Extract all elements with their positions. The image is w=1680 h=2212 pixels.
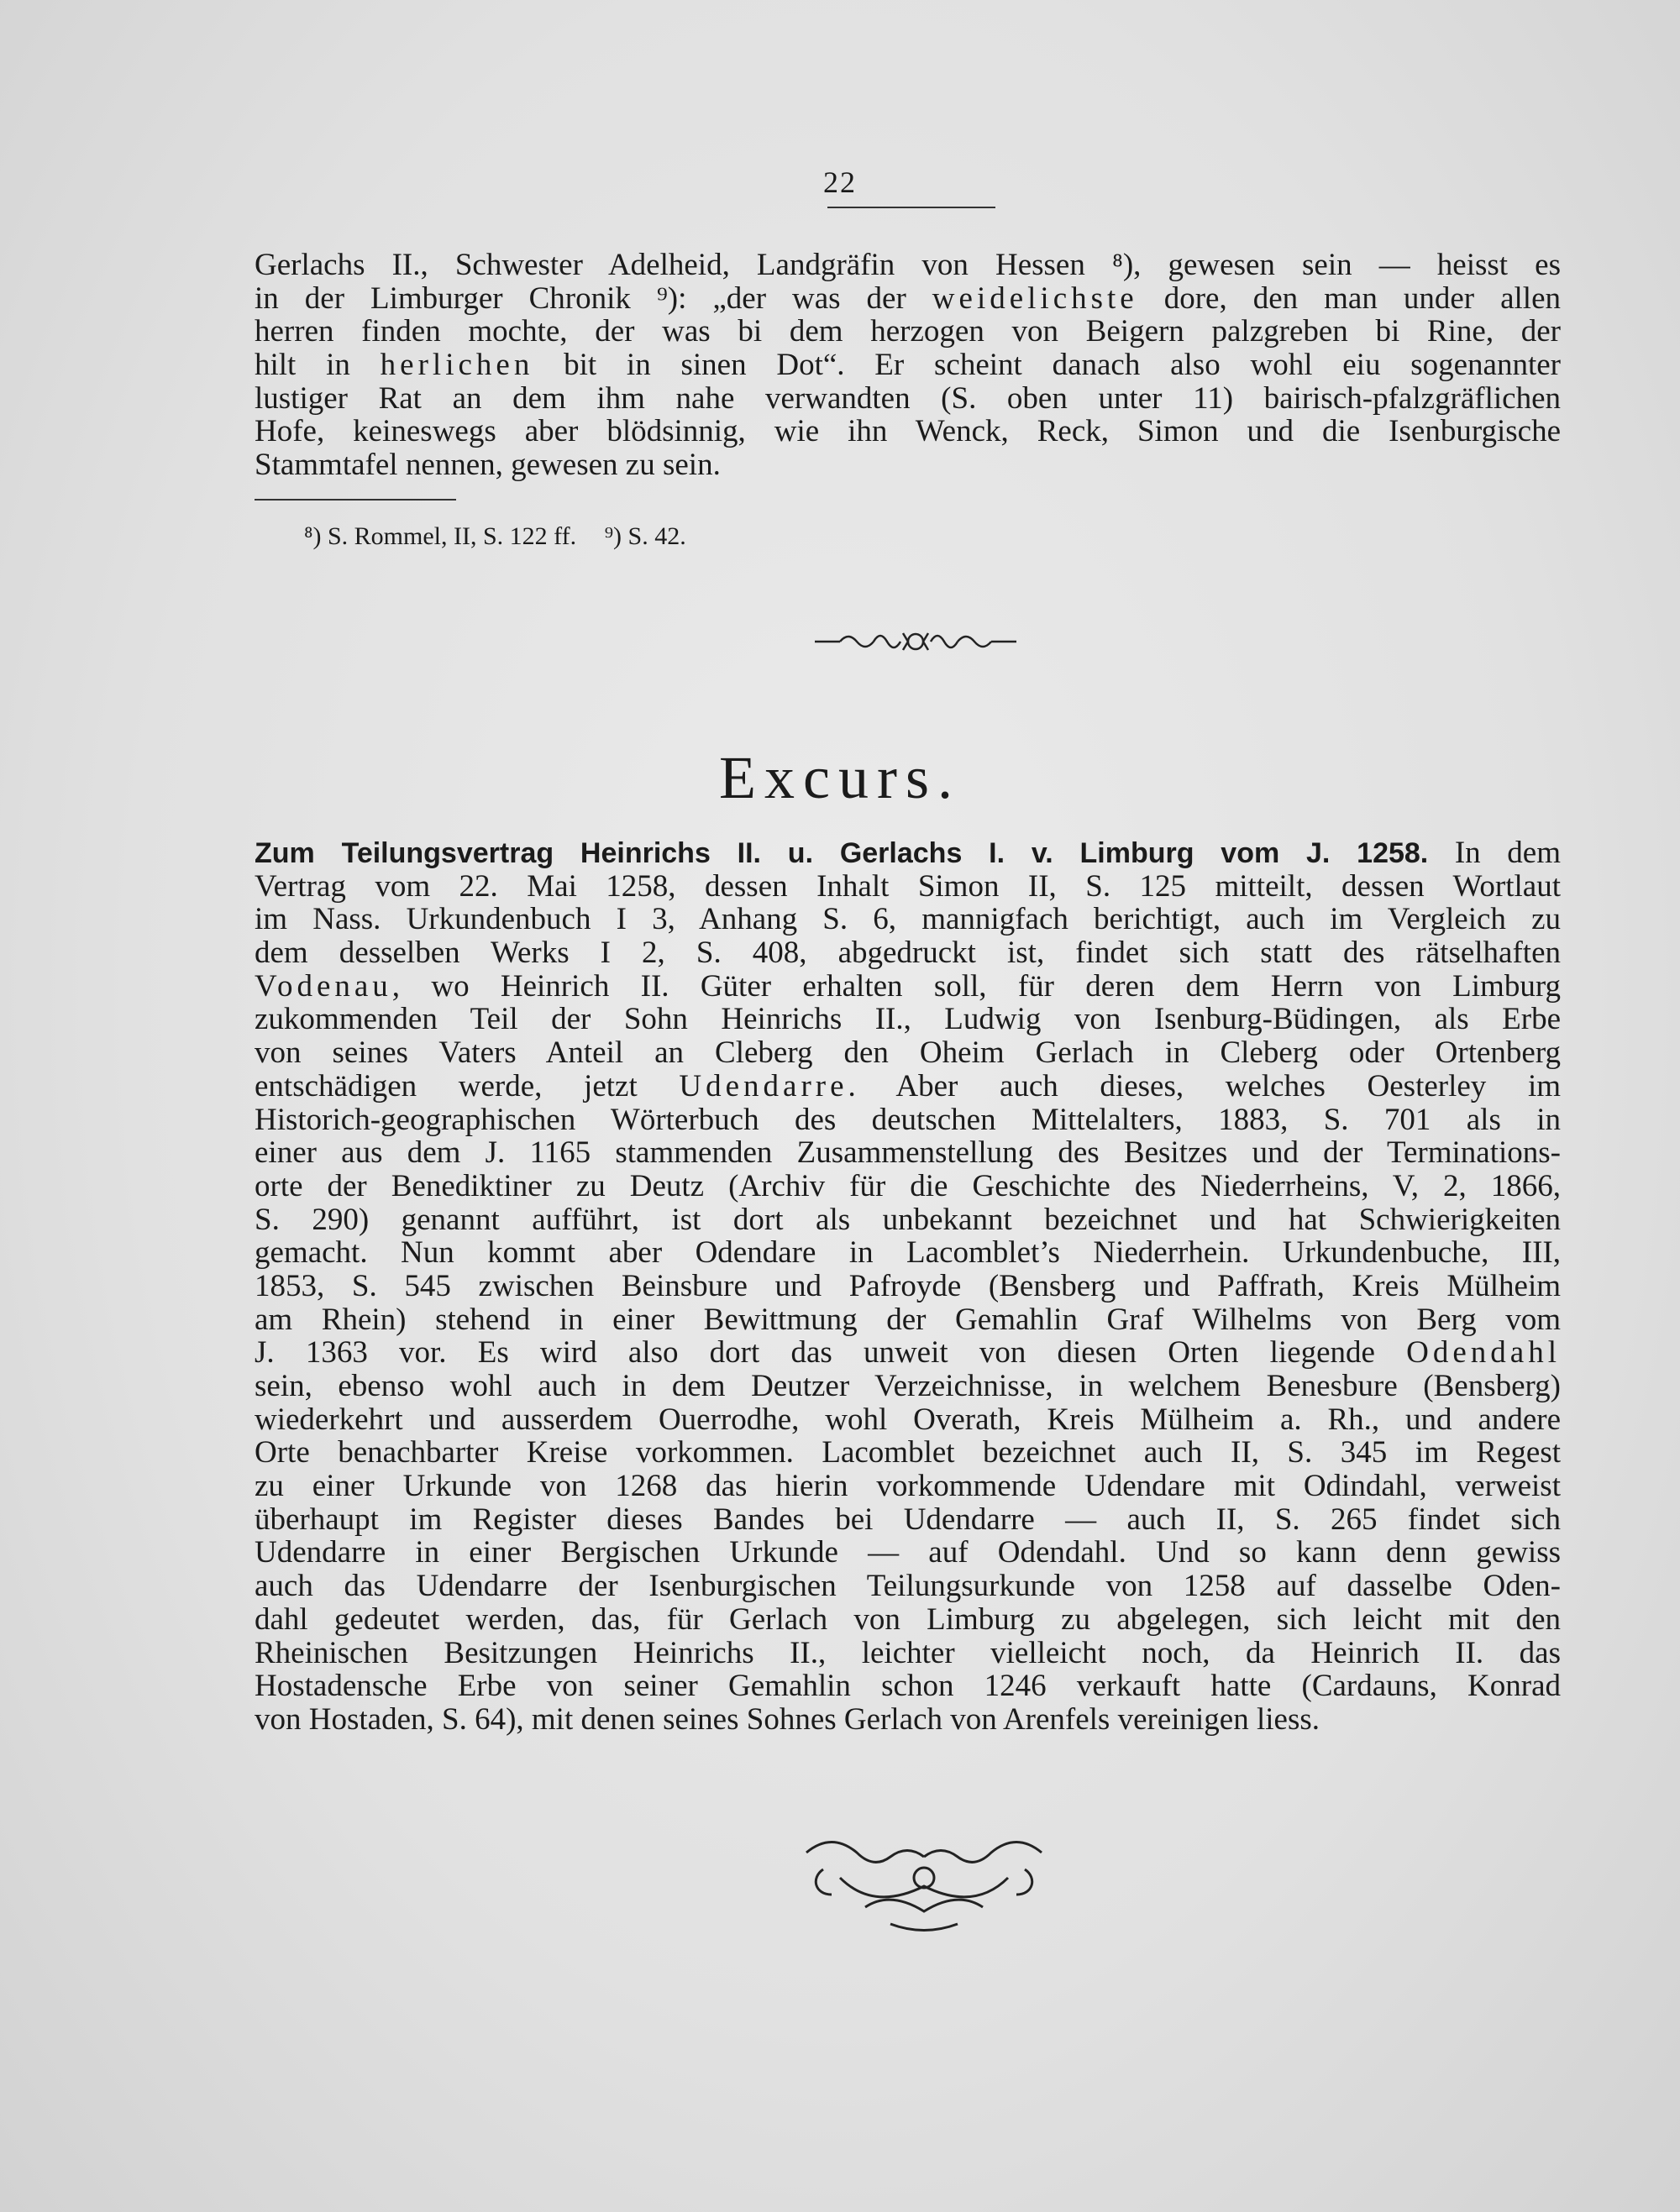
text-run: zu einer Urkunde von 1268 das hierin vorkommende Udendare mit Odindahl, verweist (255, 1469, 1561, 1504)
text-run: Orte benachbarter Kreise vorkommen. Lacomblet bezeichnet auch II, S. 345 im Regest (255, 1435, 1561, 1470)
excurs-paragraph-line (255, 1536, 1561, 1570)
excurs-paragraph-line (255, 1203, 1561, 1237)
excurs-paragraph-line (255, 1170, 1561, 1203)
page-number: 22 (823, 165, 857, 199)
text-run: In dem (1428, 836, 1561, 870)
text-run: wiederkehrt und ausserdem Ouerrodhe, wohl Overath, Kreis Mülheim a. Rh., und andere (255, 1402, 1561, 1437)
text-run: von seines Vaters Anteil an Cleberg den Oheim Gerlach in Cleberg oder Ortenberg (255, 1035, 1561, 1071)
text-run: gemacht. Nun kommt aber Odendare in Lacomblet’s Niederrhein. Urkundenbuche, III, (255, 1235, 1561, 1271)
excurs-paragraph (255, 836, 1561, 1737)
text-run: am Rhein) stehend in einer Bewittmung der Gemahlin Graf Wilhelms von Berg vom (255, 1302, 1561, 1337)
excurs-paragraph-line (255, 970, 1561, 1004)
footnotes (304, 522, 708, 551)
footnote-9: ⁹) S. 42. (604, 522, 686, 550)
excurs-paragraph-line (255, 936, 1561, 970)
excurs-paragraph-line (255, 903, 1561, 936)
text-run: sein, ebenso wohl auch in dem Deutzer Verzeichnisse, in welchem Benesbure (Bensberg) (255, 1369, 1561, 1403)
text-run: Gerlachs II., Schwester Adelheid, Landgräfin von Hessen ⁸), gewesen sein — heisst es (255, 248, 1561, 282)
excurs-title: Excurs. (719, 744, 961, 811)
spaced-word: Vodenau (255, 968, 392, 1004)
text-run: herren finden mochte, der was bi dem herzogen von Beigern palzgreben bi Rine, der (255, 314, 1561, 349)
excurs-paragraph-line (255, 836, 1561, 870)
top-paragraph-line (255, 382, 1561, 416)
page-number-rule (827, 207, 995, 208)
text-run: J. 1363 vor. Es wird also dort das unweit von diesen Orten liegende (255, 1335, 1407, 1371)
excurs-paragraph-line (255, 1036, 1561, 1070)
spaced-word: weidelichste (932, 280, 1138, 316)
text-run: dem desselben Werks I 2, S. 408, abgedruckt ist, findet sich statt des rätselhaften (255, 936, 1561, 971)
excurs-paragraph-line (255, 1303, 1561, 1337)
excurs-paragraph-line (255, 1570, 1561, 1603)
text-run: S. 290) genannt aufführt, ist dort als unbekannt bezeichnet und hat Schwierigkeiten (255, 1202, 1561, 1237)
text-run: , wo Heinrich II. Güter erhalten soll, für deren dem Herrn von Limburg (391, 968, 1561, 1004)
excurs-paragraph-line (255, 1103, 1561, 1137)
text-run: dore, den man under allen (1137, 280, 1561, 316)
text-run: lustiger Rat an dem ihm nahe verwandten (S. oben unter 11) bairisch-pfalzgräflichen (255, 380, 1561, 416)
text-run: von Hostaden, S. 64), mit denen seines Sohnes Gerlach von Arenfels vereinigen liess. (255, 1701, 1320, 1737)
footnote-8: ⁸) S. Rommel, II, S. 122 ff. (304, 522, 577, 550)
excurs-paragraph-line (255, 1470, 1561, 1503)
excurs-paragraph-line (255, 1703, 1561, 1737)
text-run: dahl gedeutet werden, das, für Gerlach von Limburg zu abgelegen, sich leicht mit den (255, 1601, 1561, 1637)
excurs-paragraph-line (255, 1336, 1561, 1370)
spaced-word: Odendahl (1406, 1335, 1561, 1371)
text-run: entschädigen werde, jetzt (255, 1068, 680, 1103)
text-run: auch das Udendarre der Isenburgischen Teilungsurkunde von 1258 auf dasselbe Oden- (255, 1569, 1561, 1604)
spaced-word: Udendarre (679, 1068, 848, 1103)
top-paragraph-line (255, 415, 1561, 448)
top-paragraph-line (255, 349, 1561, 382)
top-paragraph-line (255, 315, 1561, 349)
text-run: orte der Benediktiner zu Deutz (Archiv für die Geschichte des Niederrheins, V, 2, 1866, (255, 1168, 1561, 1203)
text-run: . Aber auch dieses, welches Oesterley im (848, 1068, 1561, 1103)
text-run: Stammtafel nennen, gewesen zu sein. (255, 448, 721, 483)
excurs-paragraph-line (255, 1370, 1561, 1403)
excurs-paragraph-line (255, 1403, 1561, 1437)
excurs-paragraph-line (255, 1603, 1561, 1637)
top-paragraph-line (255, 448, 1561, 482)
excurs-paragraph-line (255, 1436, 1561, 1470)
excurs-heading: Zum Teilungsvertrag Heinrichs II. u. Gerlachs I. v. Limburg vom J. 1258. (255, 837, 1429, 869)
text-run: einer aus dem J. 1165 stammenden Zusammenstellung des Besitzes und der Terminations- (255, 1135, 1561, 1171)
top-paragraph-line (255, 282, 1561, 316)
footnote-rule (255, 499, 456, 501)
text-run: Historich-geographischen Wörterbuch des deutschen Mittelalters, 1883, S. 701 als in (255, 1102, 1561, 1137)
text-run: hilt in (255, 348, 381, 383)
top-paragraph (255, 249, 1561, 482)
top-paragraph-line (255, 249, 1561, 282)
excurs-paragraph-line (255, 1270, 1561, 1303)
text-run: Udendarre in einer Bergischen Urkunde — auf Odendahl. Und so kann denn gewiss (255, 1535, 1561, 1570)
divider-ornament-icon (815, 625, 1016, 658)
excurs-paragraph-line (255, 870, 1561, 904)
excurs-paragraph-line (255, 1003, 1561, 1036)
excurs-paragraph-line (255, 1503, 1561, 1537)
excurs-paragraph-line (255, 1136, 1561, 1170)
text-run: Hostadensche Erbe von seiner Gemahlin schon 1246 verkauft hatte (Cardauns, Konrad (255, 1669, 1561, 1704)
text-run: zukommenden Teil der Sohn Heinrichs II., Ludwig von Isenburg-Büdingen, als Erbe (255, 1002, 1561, 1037)
excurs-paragraph-line (255, 1070, 1561, 1103)
excurs-paragraph-line (255, 1236, 1561, 1270)
text-run: bit in sinen Dot“. Er scheint danach also wohl eiu sogenannter (533, 348, 1561, 383)
spaced-word: herlichen (380, 348, 534, 383)
excurs-paragraph-line (255, 1669, 1561, 1703)
text-run: in der Limburger Chronik ⁹): „der was der (255, 280, 932, 316)
text-run: im Nass. Urkundenbuch I 3, Anhang S. 6, mannigfach berichtigt, auch im Vergleich zu (255, 902, 1561, 937)
excurs-paragraph-line (255, 1637, 1561, 1670)
text-run: 1853, S. 545 zwischen Beinsbure und Pafroyde (Bensberg und Paffrath, Kreis Mülheim (255, 1268, 1561, 1303)
text-run: Hofe, keineswegs aber blödsinnig, wie ihn Wenck, Reck, Simon und die Isenburgische (255, 414, 1561, 449)
text-run: Vertrag vom 22. Mai 1258, dessen Inhalt Simon II, S. 125 mitteilt, dessen Wortlaut (255, 868, 1561, 904)
tailpiece-ornament-icon (790, 1827, 1058, 1937)
text-run: Rheinischen Besitzungen Heinrichs II., leichter vielleicht noch, da Heinrich II. das (255, 1635, 1561, 1670)
text-run: überhaupt im Register dieses Bandes bei Udendarre — auch II, S. 265 findet sich (255, 1502, 1561, 1537)
